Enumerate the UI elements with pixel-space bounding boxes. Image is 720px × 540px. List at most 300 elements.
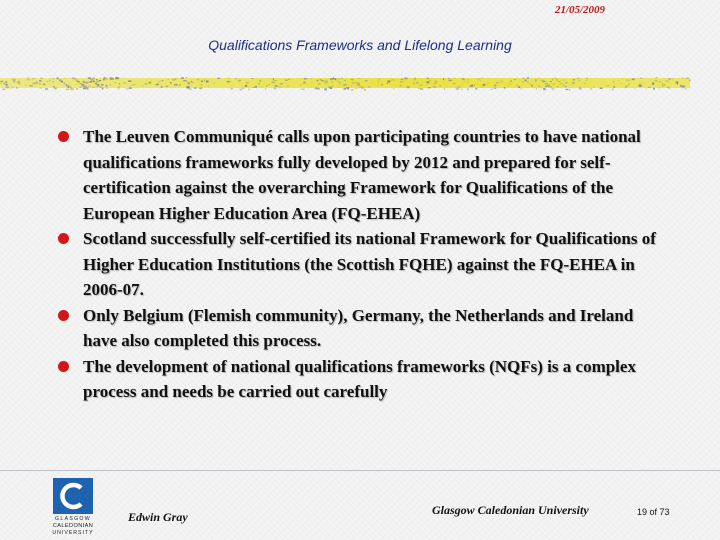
divider-speck: [227, 81, 230, 83]
divider-speck: [324, 82, 326, 83]
divider-speck: [324, 81, 327, 83]
divider-speck: [46, 81, 48, 82]
page-number: 19 of 73: [637, 507, 670, 517]
divider-speck: [278, 87, 281, 88]
divider-speck: [338, 87, 340, 88]
divider-speck: [507, 86, 509, 87]
divider-speck: [529, 83, 531, 85]
divider-speck: [130, 88, 132, 89]
divider-speck: [358, 82, 359, 83]
divider-speck: [275, 85, 278, 87]
red-dot-icon: [58, 310, 69, 321]
divider-speck: [572, 82, 575, 84]
divider-speck: [206, 80, 209, 82]
divider-speck: [357, 83, 360, 85]
divider-speck: [245, 85, 247, 87]
divider-speck: [200, 84, 202, 86]
divider-speck: [490, 89, 492, 90]
divider-speck: [628, 83, 630, 85]
divider-speck: [9, 88, 11, 89]
divider-speck: [246, 82, 249, 84]
divider-speck: [103, 79, 105, 80]
divider-speck: [29, 85, 33, 86]
divider-speck: [5, 81, 8, 82]
divider-speck: [191, 81, 193, 82]
divider-speck: [586, 80, 588, 81]
divider-speck: [673, 79, 674, 80]
divider-speck: [288, 79, 290, 81]
divider-speck: [613, 86, 615, 88]
divider-speck: [443, 78, 444, 80]
divider-speck: [252, 78, 254, 79]
divider-speck: [579, 80, 581, 81]
divider-speck: [100, 86, 102, 87]
divider-speck: [364, 89, 366, 91]
divider-speck: [461, 88, 462, 90]
divider-speck: [496, 82, 498, 83]
divider-speck: [255, 86, 257, 88]
divider-speck: [96, 79, 97, 80]
divider-speck: [57, 78, 59, 79]
divider-speck: [133, 84, 136, 85]
divider-speck: [600, 88, 603, 89]
divider-speck: [462, 78, 465, 80]
divider-speck: [494, 85, 496, 87]
divider-speck: [620, 83, 622, 84]
divider-speck: [71, 88, 74, 90]
divider-speck: [531, 85, 533, 87]
divider-speck: [106, 87, 108, 88]
divider-speck: [162, 80, 164, 81]
divider-speck: [504, 87, 506, 89]
divider-speck: [194, 88, 196, 89]
divider-speck: [301, 84, 302, 86]
divider-speck: [361, 87, 364, 89]
divider-speck: [93, 81, 95, 82]
logo-text-line: UNIVERSITY: [52, 530, 94, 536]
divider-speck: [607, 85, 610, 87]
divider-speck: [217, 78, 220, 79]
divider-speck: [593, 87, 594, 88]
divider-speck: [501, 81, 503, 83]
divider-speck: [275, 80, 278, 81]
divider-speck: [550, 81, 552, 82]
divider-speck: [86, 88, 88, 90]
divider-speck: [26, 77, 30, 79]
divider-speck: [344, 85, 345, 86]
divider-speck: [311, 82, 313, 83]
divider-speck: [6, 84, 8, 86]
divider-speck: [142, 86, 144, 87]
divider-speck: [682, 77, 684, 79]
divider-speck: [351, 79, 354, 80]
divider-speck: [339, 82, 341, 84]
divider-speck: [538, 78, 539, 79]
divider-speck: [117, 77, 120, 79]
divider-speck: [179, 84, 181, 86]
bullet-text: Only Belgium (Flemish community), Germany, the Netherlands and Ireland have also completed this process.: [83, 305, 634, 350]
divider-speck: [355, 82, 358, 83]
divider-speck: [201, 81, 203, 83]
divider-speck: [552, 88, 555, 90]
divider-speck: [14, 81, 15, 83]
divider-speck: [64, 83, 65, 85]
divider-speck: [235, 78, 238, 79]
divider-speck: [63, 78, 66, 79]
divider-speck: [183, 80, 187, 81]
divider-speck: [189, 88, 192, 89]
divider-speck: [33, 83, 36, 85]
divider-speck: [38, 83, 41, 85]
divider-speck: [318, 83, 321, 85]
bullet-text: The development of national qualifications frameworks (NQFs) is a complex process and needs be carried out carefully: [83, 356, 636, 401]
divider-speck: [565, 86, 567, 87]
divider-speck: [40, 78, 42, 80]
divider-speck: [68, 86, 71, 87]
divider-speck: [66, 89, 69, 91]
divider-speck: [481, 77, 484, 78]
divider-speck: [99, 80, 101, 81]
divider-speck: [188, 82, 191, 84]
divider-speck: [671, 78, 674, 79]
slide-date: 21/05/2009: [554, 4, 606, 16]
divider-speck: [540, 88, 541, 89]
divider-speck: [124, 77, 125, 79]
divider-speck: [304, 78, 307, 80]
logo-text-line: GLASGOW: [55, 516, 91, 522]
divider-speck: [449, 80, 453, 82]
divider-speck: [242, 88, 245, 89]
divider-speck: [652, 82, 654, 83]
divider-speck: [652, 83, 654, 85]
divider-speck: [53, 78, 55, 79]
divider-speck: [466, 81, 468, 83]
divider-speck: [331, 86, 334, 87]
divider-speck: [540, 79, 543, 81]
divider-speck: [456, 89, 459, 90]
divider-speck: [170, 82, 172, 84]
divider-speck: [156, 84, 159, 86]
divider-speck: [457, 87, 460, 88]
divider-speck: [682, 86, 685, 87]
divider-speck: [239, 89, 242, 91]
divider-speck: [52, 81, 54, 82]
divider-speck: [354, 88, 357, 89]
divider-speck: [106, 79, 108, 80]
divider-speck: [86, 82, 89, 84]
divider-speck: [534, 86, 535, 87]
divider-speck: [525, 80, 527, 82]
divider-speck: [400, 81, 403, 83]
divider-speck: [53, 86, 55, 88]
divider-speck: [508, 83, 511, 85]
divider-speck: [626, 79, 629, 81]
divider-speck: [625, 85, 628, 86]
divider-speck: [338, 84, 339, 85]
divider-speck: [379, 78, 380, 80]
divider-speck: [228, 77, 229, 79]
divider-speck: [43, 83, 46, 85]
divider-speck: [258, 83, 260, 84]
divider-speck: [274, 88, 277, 90]
divider-speck: [483, 84, 486, 86]
divider-speck: [317, 88, 320, 89]
bullet-item: [58, 124, 658, 226]
bullet-item: [58, 354, 658, 405]
divider-speck: [428, 87, 431, 88]
divider-speck: [431, 78, 433, 79]
divider-speck: [186, 77, 187, 78]
divider-speck: [416, 82, 419, 84]
divider-speck: [527, 77, 529, 79]
divider-speck: [285, 80, 288, 81]
divider-speck: [414, 79, 416, 80]
divider-speck: [303, 82, 305, 84]
divider-speck: [175, 78, 176, 80]
divider-speck: [435, 81, 437, 83]
divider-speck: [344, 88, 347, 90]
divider-speck: [365, 80, 367, 81]
divider-speck: [118, 88, 119, 90]
divider-speck: [475, 88, 477, 90]
bullet-text: Scotland successfully self-certified its national Framework for Qualifications of Higher Education Institutions (the Scottish FQHE) against the FQ-EHEA in 2006-07.: [83, 229, 656, 299]
divider-speck: [16, 87, 18, 89]
divider-speck: [558, 81, 560, 82]
divider-speck: [126, 88, 129, 89]
divider-speck: [27, 79, 30, 80]
glasgow-caledonian-logo: [44, 478, 102, 536]
divider-speck: [387, 83, 388, 84]
divider-speck: [287, 86, 289, 87]
divider-speck: [248, 89, 250, 91]
divider-speck: [3, 83, 5, 84]
divider-speck: [351, 85, 352, 87]
divider-speck: [197, 79, 200, 81]
divider-speck: [552, 79, 553, 81]
divider-speck: [79, 87, 81, 88]
divider-speck: [433, 86, 436, 87]
divider-speck: [158, 81, 161, 82]
divider-speck: [552, 84, 555, 85]
divider-speck: [334, 78, 336, 80]
divider-speck: [325, 83, 328, 84]
divider-speck: [346, 87, 349, 88]
divider-speck: [32, 78, 35, 80]
divider-speck: [487, 82, 490, 83]
divider-speck: [83, 88, 86, 90]
divider-speck: [49, 80, 50, 82]
divider-speck: [119, 83, 120, 84]
divider-speck: [330, 78, 333, 80]
divider-speck: [448, 78, 450, 79]
divider-speck: [621, 78, 623, 79]
divider-speck: [516, 85, 518, 86]
divider-speck: [418, 88, 420, 89]
institution-name: Glasgow Caledonian University: [432, 503, 589, 517]
divider-speck: [577, 78, 580, 79]
divider-speck: [36, 81, 38, 83]
divider-speck: [167, 79, 168, 80]
divider-speck: [554, 78, 557, 79]
divider-speck: [391, 79, 394, 80]
divider-speck: [665, 80, 668, 82]
divider-speck: [579, 87, 581, 89]
divider-speck: [514, 79, 515, 80]
divider-speck: [88, 86, 91, 87]
divider-speck: [618, 80, 619, 81]
divider-speck: [467, 79, 469, 81]
divider-speck: [89, 78, 91, 79]
divider-speck: [569, 89, 570, 91]
divider-speck: [522, 81, 525, 82]
divider-speck: [378, 81, 379, 83]
divider-speck: [563, 79, 564, 81]
divider-speck: [317, 80, 319, 81]
divider-speck: [319, 79, 321, 80]
divider-speck: [39, 80, 41, 82]
divider-speck: [453, 83, 456, 84]
divider-speck: [268, 84, 269, 85]
divider-speck: [635, 89, 636, 91]
divider-speck: [641, 82, 644, 83]
divider-speck: [199, 87, 202, 89]
bullet-list: [58, 124, 658, 405]
divider-speck: [639, 85, 642, 87]
divider-speck: [231, 88, 233, 90]
slide-title: Qualifications Frameworks and Lifelong Learning: [208, 37, 512, 53]
divider-speck: [393, 88, 394, 89]
divider-speck: [144, 83, 147, 85]
divider-speck: [668, 79, 670, 80]
divider-speck: [19, 84, 20, 85]
divider-speck: [413, 83, 414, 84]
divider-speck: [632, 78, 635, 80]
divider-speck: [467, 88, 469, 90]
divider-speck: [181, 77, 184, 79]
divider-speck: [14, 79, 16, 81]
divider-speck: [401, 79, 403, 80]
divider-speck: [193, 82, 194, 83]
divider-speck: [348, 89, 349, 90]
divider-speck: [213, 83, 215, 84]
red-dot-icon: [58, 361, 69, 372]
divider-speck: [573, 79, 575, 80]
divider-speck: [204, 80, 205, 82]
divider-speck: [535, 79, 537, 81]
decorative-divider: [0, 70, 720, 96]
divider-speck: [341, 78, 343, 80]
bullet-item: [58, 226, 658, 303]
divider-speck: [73, 78, 76, 79]
divider-speck: [494, 88, 496, 90]
divider-speck: [684, 88, 686, 90]
divider-speck: [101, 84, 103, 86]
divider-speck: [166, 86, 169, 87]
divider-speck: [368, 86, 371, 88]
divider-speck: [434, 83, 435, 85]
divider-speck: [648, 87, 651, 88]
divider-speck: [586, 77, 587, 79]
divider-speck: [556, 79, 559, 81]
divider-speck: [387, 81, 390, 83]
divider-speck: [321, 80, 324, 81]
divider-speck: [659, 81, 661, 83]
divider-speck: [110, 84, 111, 86]
divider-speck: [337, 81, 338, 83]
divider-speck: [464, 80, 465, 82]
logo-text-line: CALEDONIAN: [52, 523, 94, 529]
divider-speck: [522, 78, 524, 79]
divider-speck: [420, 88, 423, 90]
divider-speck: [659, 87, 660, 89]
divider-speck: [518, 86, 520, 87]
divider-speck: [104, 78, 105, 79]
divider-speck: [477, 79, 480, 81]
divider-speck: [444, 88, 445, 90]
divider-speck: [584, 83, 587, 85]
divider-speck: [95, 83, 97, 84]
divider-speck: [427, 78, 429, 80]
divider-speck: [661, 85, 663, 87]
divider-speck: [208, 86, 210, 88]
divider-speck: [612, 88, 614, 90]
divider-speck: [324, 88, 327, 90]
divider-speck: [311, 78, 312, 79]
divider-speck: [520, 88, 522, 90]
divider-speck: [381, 84, 383, 85]
divider-speck: [259, 80, 261, 81]
divider-speck: [18, 82, 20, 84]
divider-speck: [119, 86, 120, 88]
divider-speck: [656, 77, 658, 78]
divider-speck: [131, 85, 133, 86]
divider-speck: [613, 81, 615, 82]
divider-speck: [421, 82, 422, 83]
divider-speck: [565, 82, 567, 84]
divider-speck: [677, 83, 678, 85]
divider-speck: [434, 80, 437, 82]
divider-speck: [0, 83, 2, 84]
divider-speck: [440, 85, 442, 87]
divider-speck: [590, 88, 592, 90]
bullet-text: The Leuven Communiqué calls upon participating countries to have national qualifications frameworks fully developed by 2012 and prepared for self-certification against the overarching Framework for Qualifications of the European Higher Education Area (FQ-EHEA): [83, 127, 641, 223]
divider-speck: [560, 83, 562, 84]
divider-speck: [280, 83, 283, 84]
divider-speck: [149, 82, 152, 84]
divider-speck: [328, 86, 330, 88]
divider-speck: [352, 82, 355, 84]
divider-speck: [543, 81, 546, 82]
divider-speck: [404, 77, 406, 79]
divider-speck: [471, 85, 473, 87]
divider-speck: [481, 86, 484, 87]
bullet-item: [58, 303, 658, 354]
divider-speck: [115, 82, 117, 83]
divider-speck: [662, 83, 663, 84]
divider-speck: [102, 88, 103, 90]
divider-speck: [511, 80, 512, 82]
divider-speck: [414, 77, 416, 79]
divider-speck: [0, 81, 3, 82]
divider-speck: [59, 80, 60, 82]
divider-speck: [625, 87, 626, 89]
divider-speck: [426, 81, 429, 83]
divider-speck: [261, 87, 262, 88]
divider-speck: [161, 86, 163, 88]
divider-speck: [265, 88, 266, 90]
divider-speck: [565, 89, 568, 90]
divider-speck: [45, 88, 48, 90]
